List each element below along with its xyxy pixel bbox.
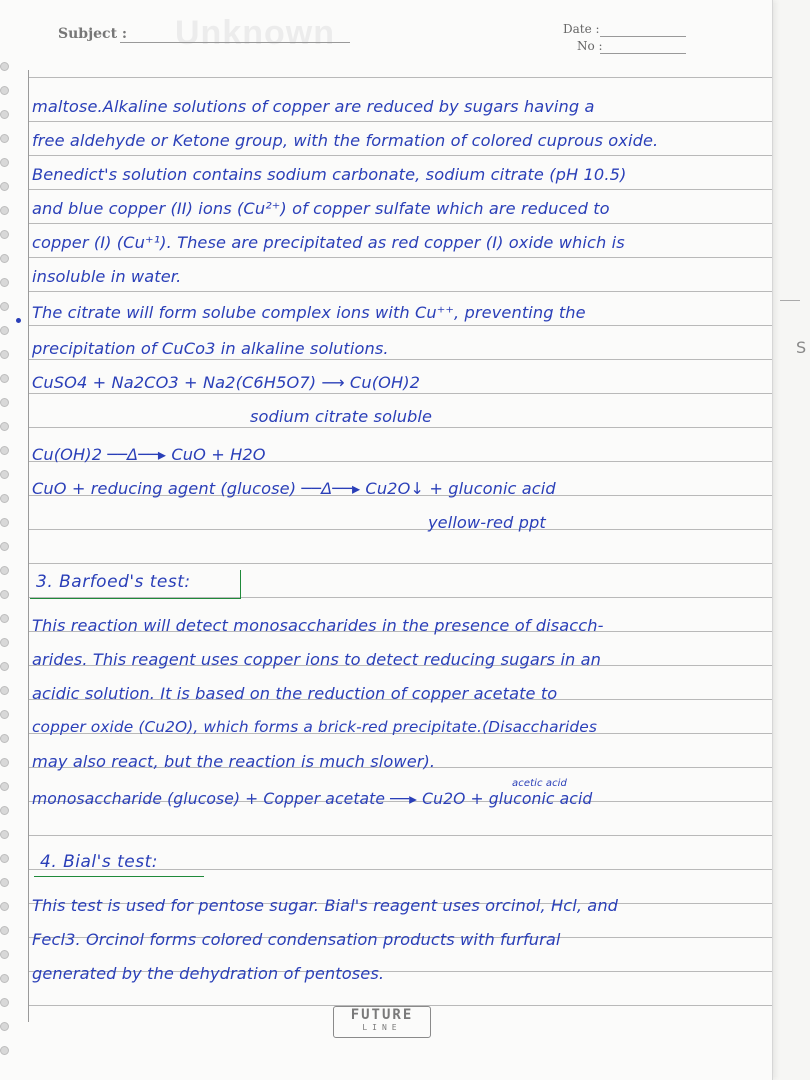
text-line: arides. This reagent uses copper ions to detect reducing sugars in an [32,650,602,669]
text-line: free aldehyde or Ketone group, with the formation of colored cuprous oxide. [32,131,659,150]
number-label: No : [577,39,603,53]
future-line-logo [333,1006,431,1038]
text-line: precipitation of CuCo3 in alkaline solutions. [32,339,389,358]
subject-line [120,42,350,43]
logo-text-future: FUTURE [350,1007,414,1023]
chemical-equation: monosaccharide (glucose) + Copper acetate ──▸ Cu2O + gluconic acid [32,790,593,808]
chemical-equation: CuO + reducing agent (glucose) ──Δ──▸ Cu2O↓ + gluconic acid [32,479,556,498]
text-line: insoluble in water. [32,267,182,286]
heading-underline [30,570,241,599]
equation-annotation: yellow-red ppt [428,513,546,532]
heading-underline [34,876,204,877]
next-page-letter: S [796,338,807,357]
date-line [600,36,686,37]
text-line: and blue copper (II) ions (Cu²⁺) of copper sulfate which are reduced to [32,199,610,218]
text-line: acidic solution. It is based on the reduction of copper acetate to [32,684,558,703]
text-line: may also react, but the reaction is much slower). [32,752,436,771]
watermark-text: Unknown [175,14,335,52]
arrow-label: acetic acid [512,778,568,789]
logo-text-line: LINE [362,1023,402,1032]
next-page-edge [780,300,800,301]
text-line: copper (I) (Cu⁺¹). These are precipitated as red copper (I) oxide which is [32,233,625,252]
text-line: The citrate will form solube complex ions with Cu⁺⁺, preventing the [32,303,586,322]
text-line: This reaction will detect monosaccharides in the presence of disacch- [32,616,604,635]
text-line: generated by the dehydration of pentoses. [32,964,385,983]
text-line: copper oxide (Cu2O), which forms a brick-red precipitate.(Disaccharides [32,718,597,736]
text-line: Fecl3. Orcinol forms colored condensation products with furfural [32,930,561,949]
text-line: Benedict's solution contains sodium carbonate, sodium citrate (pH 10.5) [32,165,627,184]
text-line: This test is used for pentose sugar. Bial's reagent uses orcinol, Hcl, and [32,896,619,915]
number-line [600,53,686,54]
chemical-equation: CuSO4 + Na2CO3 + Na2(C6H5O7) ⟶ Cu(OH)2 [32,373,421,392]
chemical-equation: Cu(OH)2 ──Δ──▸ CuO + H2O [32,445,266,464]
text-line: maltose.Alkaline solutions of copper are reduced by sugars having a [32,97,595,116]
section-heading-barfoed: 3. Barfoed's test: [36,572,191,592]
margin-line [28,70,29,1022]
page-header [0,14,772,62]
bullet-dot [16,318,21,323]
date-label: Date : [563,22,600,36]
section-heading-bial: 4. Bial's test: [40,852,158,872]
equation-annotation: sodium citrate soluble [250,407,433,426]
subject-label: Subject : [58,26,128,42]
